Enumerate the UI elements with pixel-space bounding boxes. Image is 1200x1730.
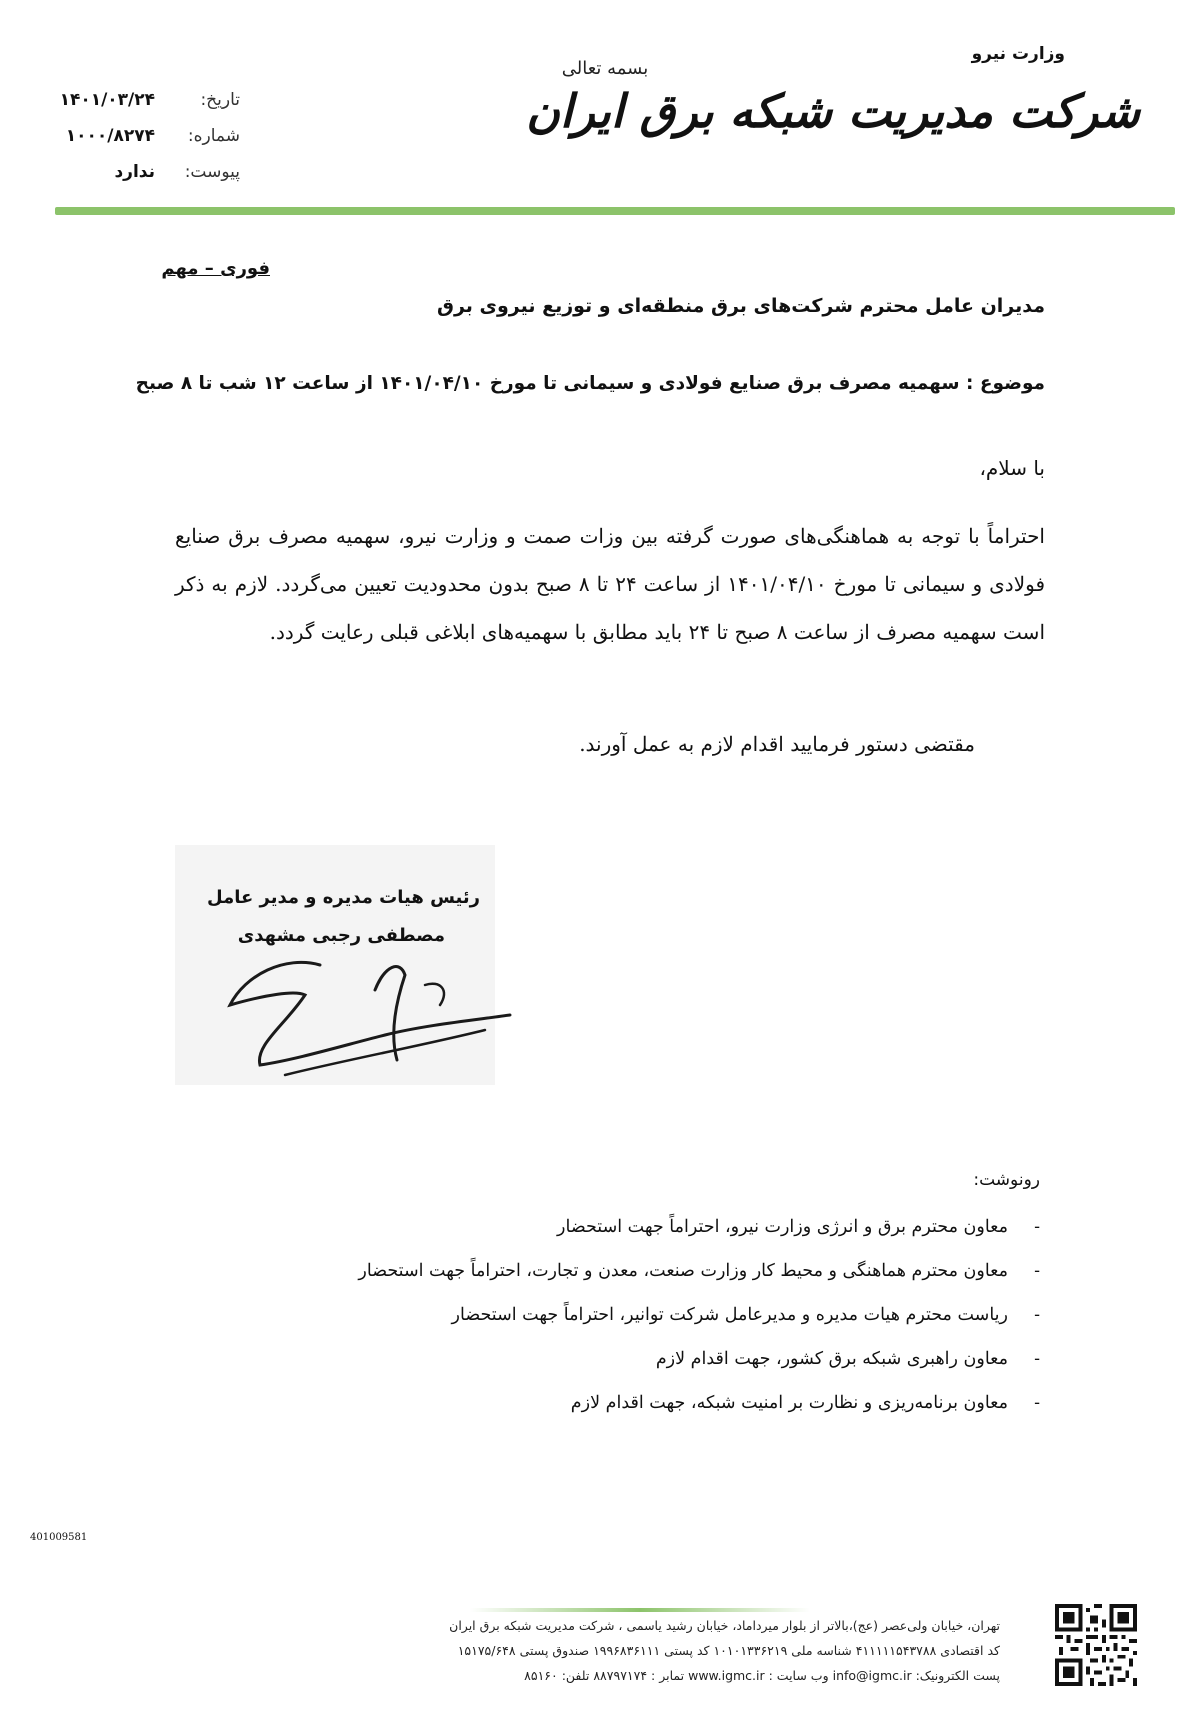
- number-value: ۱۰۰۰/۸۲۷۴: [65, 126, 155, 146]
- greeting: با سلام،: [979, 456, 1045, 480]
- subject-line: موضوع : سهمیه مصرف برق صنایع فولادی و سیمانی تا مورخ ۱۴۰۱/۰۴/۱۰ از ساعت ۱۲ شب تا ۸ صبح: [135, 373, 1045, 394]
- signer-name: مصطفی رجبی مشهدی: [237, 925, 445, 946]
- number-row: [40, 126, 240, 150]
- footer-ids: کد اقتصادی ۴۱۱۱۱۱۵۴۳۷۸۸ شناسه ملی ۱۰۱۰۱۳۳۶۲۱۹ کد پستی ۱۹۹۶۸۳۶۱۱۱ صندوق پستی ۱۵۱۷۵/۶۴۸: [457, 1643, 1000, 1658]
- handwritten-signature: [225, 935, 515, 1085]
- footer-divider: [470, 1608, 810, 1612]
- footer-contact: پست الکترونیک: info@igmc.ir وب سایت : www.igmc.ir تمابر : ۸۸۷۹۷۱۷۴ تلفن: ۸۵۱۶۰: [524, 1668, 1000, 1683]
- body-paragraph: احتراماً با توجه به هماهنگی‌های صورت گرفته بین وزات صمت و وزارت نیرو، سهمیه مصرف برق صنایع فولادی و سیمانی تا مورخ ۱۴۰۱/۰۴/۱۰ از ساعت ۲۴ تا ۸ صبح بدون محدودیت تعیین می‌گردد. لازم به ذکر است سهمیه مصرف از ساعت ۸ صبح تا ۲۴ باید مطابق با سهمیه‌های ابلاغی قبلی رعایت گردد.: [175, 524, 1046, 644]
- attachment-label: پیوست:: [184, 162, 240, 182]
- cc-item: - ریاست محترم هیات مدیره و مدیرعامل شرکت توانیر، احتراماً جهت استحضار: [451, 1305, 1040, 1325]
- date-label: تاریخ:: [200, 90, 240, 110]
- company-logo: شرکت مدیریت شبکه برق ایران: [526, 84, 1140, 138]
- addressee: مدیران عامل محترم شرکت‌های برق منطقه‌ای و توزیع نیروی برق: [436, 295, 1045, 317]
- attachment-value: ندارد: [114, 162, 155, 182]
- attachment-row: [40, 162, 240, 186]
- date-value: ۱۴۰۱/۰۳/۲۴: [59, 90, 155, 110]
- cc-label: رونوشت:: [973, 1170, 1040, 1190]
- urgency-label: فوری – مهم: [161, 258, 270, 279]
- number-label: شماره:: [187, 126, 240, 146]
- ministry-name: وزارت نیرو: [971, 44, 1065, 64]
- header-divider: [55, 207, 1175, 215]
- footer-address: تهران، خیابان ولی‌عصر (عج)،بالاتر از بلوار میرداماد، خیابان رشید یاسمی ، شرکت مدیریت شبکه برق ایران: [449, 1618, 1000, 1633]
- tracking-code: 401009581: [30, 1532, 88, 1543]
- cc-item: - معاون برنامه‌ریزی و نظارت بر امنیت شبکه، جهت اقدام لازم: [570, 1393, 1040, 1413]
- cc-item: - معاون محترم هماهنگی و محیط کار وزارت صنعت، معدن و تجارت، احتراماً جهت استحضار: [358, 1261, 1040, 1281]
- qr-code-icon: [1055, 1604, 1137, 1686]
- basmala: بسمه تعالی: [561, 58, 649, 79]
- cc-item: - معاون محترم برق و انرژی وزارت نیرو، احتراماً جهت استحضار: [557, 1217, 1040, 1237]
- cc-list: [140, 1205, 1040, 1425]
- date-row: [40, 90, 240, 114]
- signer-title: رئیس هیات مدیره و مدیر عامل: [207, 887, 480, 908]
- cc-item: - معاون راهبری شبکه برق کشور، جهت اقدام لازم: [655, 1349, 1040, 1369]
- closing-line: مقتضی دستور فرمایید اقدام لازم به عمل آورند.: [579, 732, 975, 756]
